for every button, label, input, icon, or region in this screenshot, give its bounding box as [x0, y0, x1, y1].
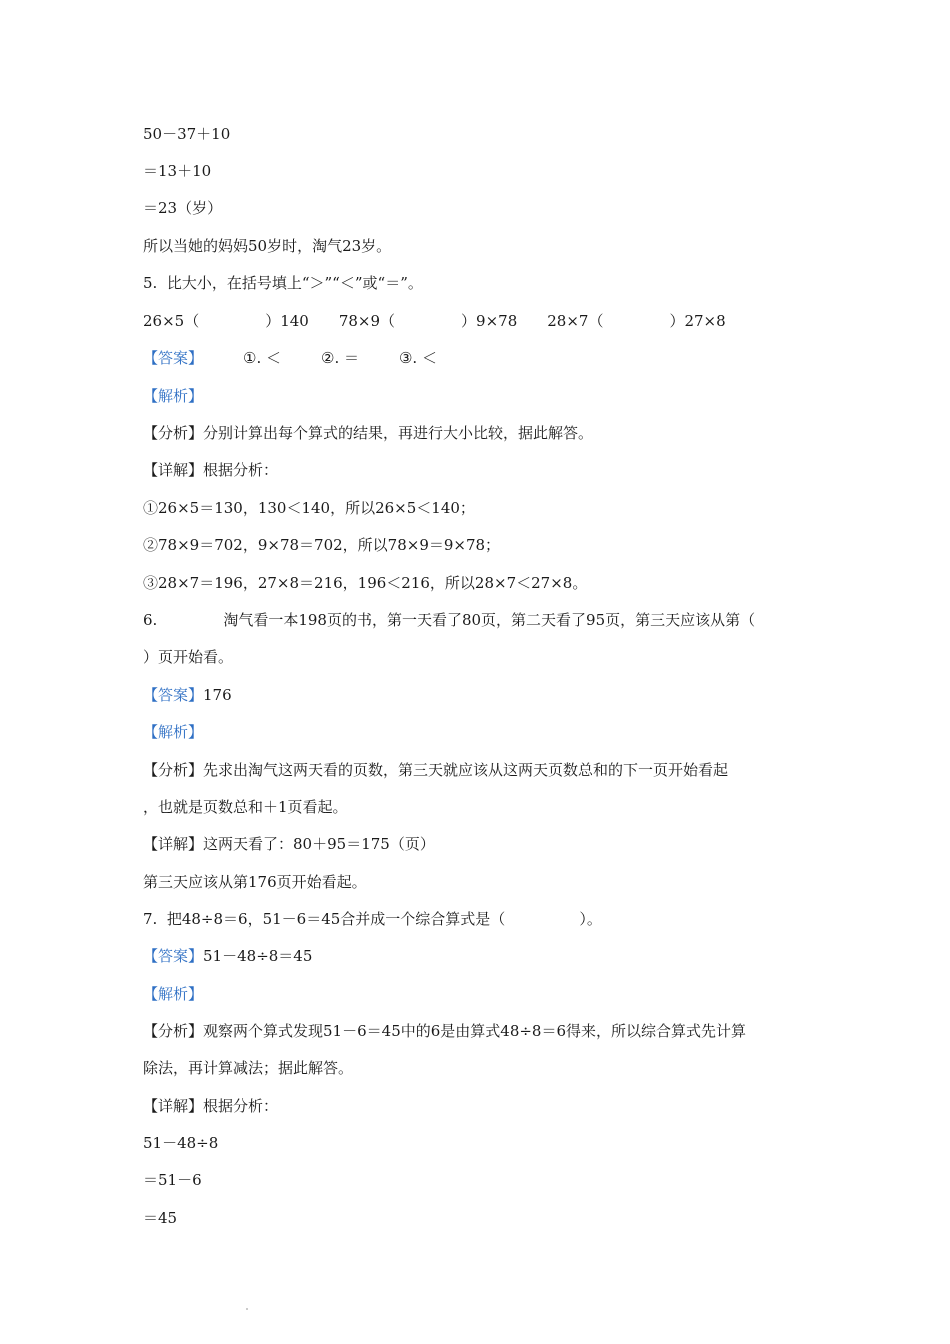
q5-step-3: ③28×7＝196，27×8＝216，196＜216，所以28×7＜27×8。	[143, 574, 588, 592]
xiangjie-tag: 【详解】	[143, 835, 204, 853]
q7-fenxi-cont: 除法，再计算减法；据此解答。	[143, 1059, 354, 1077]
q5-item-2b: ）9×78	[461, 312, 518, 330]
q5-xiangjie	[143, 460, 278, 480]
q5-analysis-tag: 【解析】	[143, 387, 204, 405]
question-6-line-2: ）页开始看。	[143, 648, 234, 666]
answer-tag: 【答案】	[143, 686, 204, 704]
q6-answer-line	[143, 685, 232, 705]
answer-tag: 【答案】	[143, 349, 204, 367]
q5-answer-1: ①. ＜	[243, 349, 281, 367]
q6-xiangjie	[143, 834, 435, 854]
calc-line-3: ＝23（岁）	[143, 199, 223, 217]
q7-step-3: ＝45	[143, 1209, 178, 1227]
q6-fenxi-text: 先求出淘气这两天看的页数，第三天就应该从这两天页数总和的下一页开始看起	[203, 761, 729, 779]
q7-answer-line	[143, 946, 312, 966]
q7-fenxi-text: 观察两个算式发现51－6＝45中的6是由算式48÷8＝6得来，所以综合算式先计算	[203, 1022, 747, 1040]
question-5-items	[143, 311, 726, 331]
conclusion-line: 所以当她的妈妈50岁时，淘气23岁。	[143, 237, 392, 255]
xiangjie-tag: 【详解】	[143, 461, 204, 479]
xiangjie-tag: 【详解】	[143, 1097, 204, 1115]
q5-answer-line	[143, 348, 437, 368]
q5-item-3a: 28×7（	[547, 312, 604, 330]
q6-xiangjie-text: 这两天看了：80＋95＝175（页）	[203, 835, 435, 853]
q5-item-1b: ）140	[265, 312, 309, 330]
page-marker-dot	[246, 1308, 248, 1310]
calc-line-2: ＝13＋10	[143, 162, 212, 180]
q5-item-3b: ）27×8	[669, 312, 726, 330]
fenxi-tag: 【分析】	[143, 424, 204, 442]
q5-fenxi-text: 分别计算出每个算式的结果，再进行大小比较，据此解答。	[203, 424, 594, 442]
q6-analysis-tag: 【解析】	[143, 723, 204, 741]
q6-fenxi-cont: ，也就是页数总和＋1页看起。	[143, 798, 348, 816]
q6-text: 淘气看一本198页的书，第一天看了80页，第二天看了95页，第三天应该从第（	[223, 611, 756, 629]
q7-fenxi	[143, 1021, 746, 1041]
q7-xiangjie	[143, 1096, 278, 1116]
q5-step-2: ②78×9＝702，9×78＝702，所以78×9＝9×78；	[143, 536, 501, 554]
q5-answer-2: ②. ＝	[321, 349, 359, 367]
q7-step-2: ＝51－6	[143, 1171, 202, 1189]
q6-step-2: 第三天应该从第176页开始看起。	[143, 873, 367, 891]
q6-answer: 176	[203, 686, 232, 704]
calc-line-1: 50－37＋10	[143, 125, 231, 143]
q7-text-b: ）。	[579, 910, 602, 928]
q5-step-1: ①26×5＝130，130＜140，所以26×5＜140；	[143, 499, 475, 517]
q7-analysis-tag: 【解析】	[143, 985, 204, 1003]
q7-step-1: 51－48÷8	[143, 1134, 219, 1152]
question-5-title: 5. 比大小，在括号填上“＞”“＜”或“＝”。	[143, 274, 423, 292]
q5-fenxi	[143, 423, 593, 443]
q5-item-2a: 78×9（	[338, 312, 396, 330]
fenxi-tag: 【分析】	[143, 1022, 204, 1040]
q6-fenxi	[143, 760, 728, 780]
answer-tag: 【答案】	[143, 947, 204, 965]
q5-item-1a: 26×5（	[143, 312, 200, 330]
q5-answer-3: ③. ＜	[398, 349, 437, 367]
q7-text-a: 7. 把48÷8＝6，51－6＝45合并成一个综合算式是（	[143, 910, 506, 928]
fenxi-tag: 【分析】	[143, 761, 204, 779]
question-6-line-1	[143, 610, 755, 630]
q7-answer: 51－48÷8＝45	[203, 947, 313, 965]
question-7	[143, 909, 602, 929]
q5-xiangjie-text: 根据分析：	[203, 461, 279, 479]
q7-xiangjie-text: 根据分析：	[203, 1097, 279, 1115]
q6-number: 6.	[143, 611, 158, 629]
